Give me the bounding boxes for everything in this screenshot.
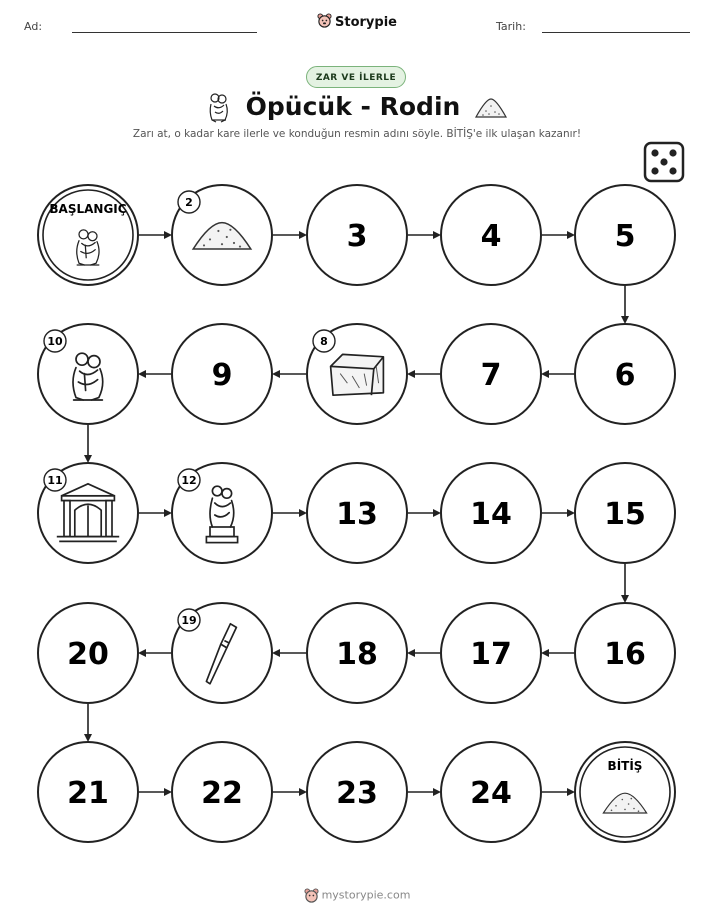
board-space-2 <box>172 185 272 285</box>
space-number-badge: 8 <box>320 335 328 348</box>
instructions: Zarı at, o kadar kare ilerle ve konduğun resmin adını söyle. BİTİŞ'e ilk ulaşan kazanır! <box>132 128 582 140</box>
board-space-3 <box>307 185 407 285</box>
space-number-badge: 2 <box>185 196 193 209</box>
board-space-12 <box>172 463 272 563</box>
board-space-21 <box>38 742 138 842</box>
space-number-badge: 11 <box>47 474 63 487</box>
space-number-badge: 19 <box>181 614 197 627</box>
space-number: 6 <box>614 358 636 393</box>
space-number: 22 <box>201 776 243 811</box>
board-space-24 <box>441 742 541 842</box>
board-space-4 <box>441 185 541 285</box>
board-space-7 <box>441 324 541 424</box>
start-space <box>38 185 138 285</box>
space-number: 14 <box>470 497 512 532</box>
board-space-5 <box>575 185 675 285</box>
space-number: 7 <box>480 358 502 393</box>
board-space-14 <box>441 463 541 563</box>
board-space-15 <box>575 463 675 563</box>
board-space-18 <box>307 603 407 703</box>
marble-block-icon <box>331 354 384 395</box>
space-number: 4 <box>480 219 502 254</box>
game-type-tag: ZAR VE İLERLE <box>306 66 406 88</box>
board-space-11 <box>38 463 138 563</box>
brand-name: Storypie <box>335 15 397 30</box>
space-number: 3 <box>346 219 368 254</box>
board-space-23 <box>307 742 407 842</box>
footer <box>0 888 714 903</box>
space-number-badge: 10 <box>47 335 63 348</box>
board-space-19 <box>172 603 272 703</box>
board-space-22 <box>172 742 272 842</box>
board-space-6 <box>575 324 675 424</box>
space-number: 9 <box>211 358 233 393</box>
board-space-9 <box>172 324 272 424</box>
bear-icon <box>304 888 319 903</box>
finish-space <box>575 742 675 842</box>
space-number-badge: 12 <box>181 474 197 487</box>
space-number: 17 <box>470 637 512 672</box>
board-space-20 <box>38 603 138 703</box>
name-label: Ad: <box>24 20 43 33</box>
board-space-8 <box>307 324 407 424</box>
footer-site: mystorypie.com <box>321 888 411 902</box>
board-cells <box>38 185 675 842</box>
space-number: 23 <box>336 776 378 811</box>
finish-label: BİTİŞ <box>607 759 643 773</box>
space-number: 13 <box>336 497 378 532</box>
date-label: Tarih: <box>496 20 526 33</box>
space-number: 21 <box>67 776 109 811</box>
board-space-13 <box>307 463 407 563</box>
start-label: BAŞLANGIÇ <box>49 202 127 216</box>
space-number: 15 <box>604 497 646 532</box>
board-space-17 <box>441 603 541 703</box>
space-number: 5 <box>614 219 636 254</box>
board-space-10 <box>38 324 138 424</box>
board-space-16 <box>575 603 675 703</box>
space-number: 18 <box>336 637 378 672</box>
space-number: 16 <box>604 637 646 672</box>
space-number: 24 <box>470 776 512 811</box>
space-number: 20 <box>67 637 109 672</box>
dice-icon <box>643 141 685 187</box>
title-text: Öpücük - Rodin <box>245 92 461 121</box>
